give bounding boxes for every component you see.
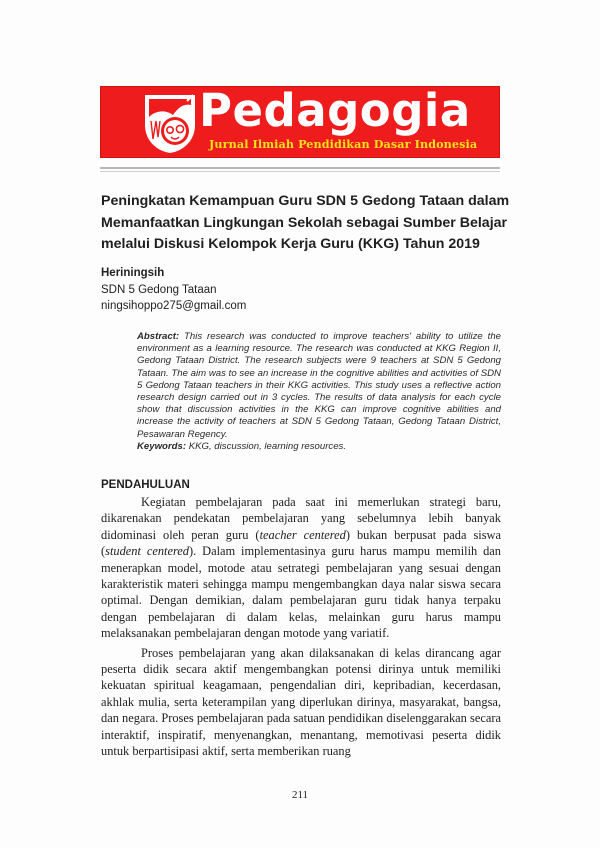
article-title [101,191,510,256]
paragraph: Proses pembelajaran yang akan dilaksanakan di kelas dirancang agar peserta didik secara aktif mengembangkan potensi dirinya untuk memiliki kekuatan spiritual keagamaan, pengendalian diri, kepribadian, kecerdasan, akhlak mulia, serta keterampilan yang diperlukan dirinya, masyarakat, bangsa, dan negara. Proses pembelajaran pada satuan pendidikan diselenggarakan secara interaktif, inspiratif, menyenangkan, menantang, memotivasi peserta didik untuk berpartisipasi aktif, serta memberikan ruang [101,645,501,759]
body-text [101,494,501,760]
article-title-line: Memanfaatkan Lingkungan Sekolah sebagai Sumber Belajar [101,214,508,231]
article-title-line: melalui Diskusi Kelompok Kerja Guru (KKG) Tahun 2019 [101,236,480,252]
header-divider [100,167,500,169]
paragraph-text: ). Dalam implementasinya guru harus mampu memilih dan menerapkan model, motode atau setrategi pembelajaran yang sesuai dengan karakteristik materi sehingga mampu mengembangkan daya nalar siswa secara optimal. Dengan demikian, dalam pembelajaran guru tidak hanya terpaku dengan pembelajaran di dalam kelas, melainkan guru harus mampu melaksanakan pembelajaran dengan motode yang variatif. [101,544,501,641]
pedagogia-logo-icon [141,91,199,155]
keywords-label: Keywords: [137,440,187,452]
abstract-label: Abstract: [137,331,180,342]
journal-subtitle: Jurnal Ilmiah Pendidikan Dasar Indonesia [209,137,478,151]
author-affiliation: SDN 5 Gedong Tataan [101,283,217,296]
author-block [101,265,246,315]
journal-title: Pedagogia [199,84,471,137]
paragraph-emphasis: student centered [105,544,190,559]
section-heading: PENDAHULUAN [101,479,190,491]
paragraph [101,494,501,642]
keywords [137,441,501,453]
paragraph-text: ) bukan berpusat pada siswa ( [101,527,501,559]
abstract-text: This research was conducted to improve teachers' ability to utilize the environment as a learning resource. The research was conducted at KKG Region II, Gedong Tataan District. The research subjects were 9 teachers at SDN 5 Gedong Tataan. The aim was to see an increase in the cognitive abilities and activities of SDN 5 Gedong Tataan teachers in their KKG activities. This study uses a reflective action research design carried out in 3 cycles. The results of data analysis for each cycle show that discussion activities in the KKG can improve cognitive abilities and increase the activity of teachers at SDN 5 Gedong Tataan, Gedong Tataan District, Pesawaran Regency. [137,331,501,440]
author-name: Heriningsih [101,267,165,279]
paragraph-emphasis: teacher centered [259,527,346,542]
author-email: ningsihoppo275@gmail.com [101,300,247,312]
keywords-text: KKG, discussion, learning resources. [186,440,347,452]
header-divider-thin [100,171,500,172]
journal-banner [100,86,500,158]
abstract [137,331,501,453]
article-title-line: Peningkatan Kemampuan Guru SDN 5 Gedong Tataan dalam [101,193,510,209]
paragraph-text: Kegiatan pembelajaran pada saat ini memerlukan strategi baru, dikarenakan pendekatan pembelajaran yang sebelumnya lebih banyak didominasi oleh peran guru ( [101,495,501,542]
page-number: 211 [291,789,309,801]
